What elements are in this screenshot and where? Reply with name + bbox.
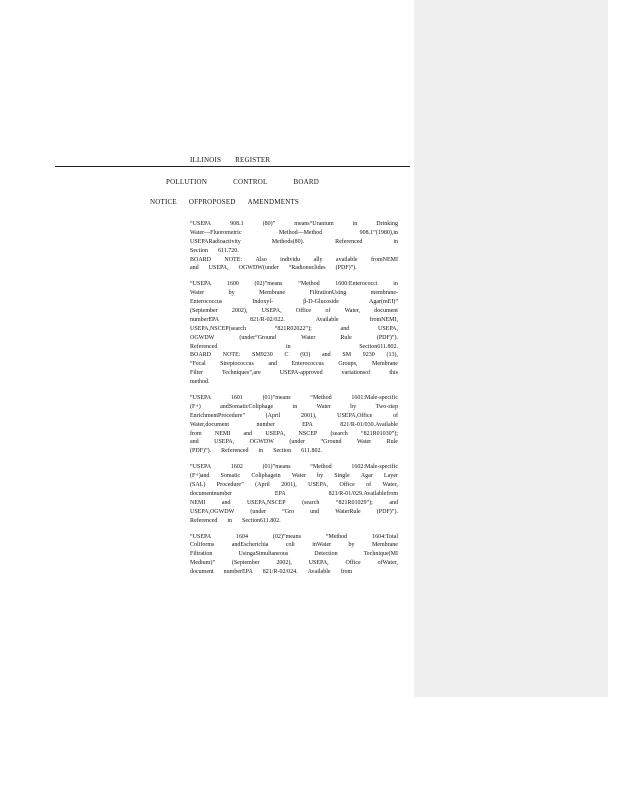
word: (under <box>250 508 267 515</box>
word: USEPA, <box>308 560 329 567</box>
text-line <box>190 550 398 559</box>
word: Single <box>334 473 350 480</box>
text-line <box>190 499 398 508</box>
word: and <box>190 265 199 272</box>
word: number <box>256 421 275 428</box>
word: 1601 <box>230 395 243 402</box>
word: USEPA, <box>261 308 282 315</box>
word: Referenced <box>190 517 218 524</box>
word: means“Uranium <box>294 221 334 227</box>
word: Available <box>307 569 331 576</box>
word: numberEPA <box>190 316 220 323</box>
word: USEPARadioactivity <box>190 238 241 245</box>
word: Indoxyl- <box>252 299 274 306</box>
word: “Gro <box>282 508 295 515</box>
definition-paragraph <box>190 533 398 577</box>
word: 821/R-01/029.Availablefrom <box>328 490 398 497</box>
text-line <box>190 568 398 577</box>
word: “USEPA <box>190 281 212 288</box>
header-rule <box>55 166 410 167</box>
word: Water,document <box>190 421 230 428</box>
word: 2001), <box>300 412 317 419</box>
word: “Method <box>310 395 332 402</box>
word: Medium)” <box>190 560 215 567</box>
word: (F+)and <box>190 473 210 480</box>
word: USEPA,NSCEP(search <box>190 325 246 332</box>
word: “Method <box>298 281 320 288</box>
word: (01)”means <box>262 395 291 402</box>
header-word: ILLINOIS <box>190 156 222 164</box>
word: USEPA,NSCEP <box>246 499 286 506</box>
word: Section611.802. <box>359 343 398 350</box>
word: “USEPA <box>190 395 212 402</box>
word: β-D-Glucoside <box>303 299 339 306</box>
text-line <box>190 238 398 247</box>
text-line <box>190 394 398 403</box>
word: membrane- <box>370 290 398 297</box>
text-line <box>190 298 398 307</box>
word: (02)”means <box>254 281 283 288</box>
word: FiltrationUsing <box>309 290 347 297</box>
word: Method—Method <box>278 229 323 236</box>
word: OGWDW <box>249 439 274 446</box>
word: ofWater, <box>377 560 398 567</box>
word: Coliphagein <box>251 473 281 480</box>
text-line <box>190 533 398 542</box>
word: SM <box>342 352 352 359</box>
word: 1601:Male-specific <box>351 395 398 402</box>
word: and <box>243 430 253 437</box>
word: Streptococcus <box>220 361 254 368</box>
word: (PDF)”). <box>376 334 398 341</box>
word: Also <box>255 256 267 263</box>
word: NEMI <box>190 499 206 506</box>
word: by <box>348 542 355 549</box>
register-header <box>190 156 270 164</box>
word: Water <box>316 403 331 410</box>
word: Two-step <box>375 403 398 410</box>
text-line <box>190 280 398 289</box>
word: (93) <box>300 352 311 359</box>
word: “Radionuclides <box>288 265 326 272</box>
text-line <box>190 447 398 456</box>
word: available <box>335 256 358 263</box>
word: 1602:Male-specific <box>351 464 398 471</box>
word: (search <box>330 430 348 437</box>
text-line <box>190 421 398 430</box>
word: “Method <box>325 533 348 540</box>
word: Drinking <box>376 221 398 227</box>
word: 2002), <box>276 560 292 567</box>
text-line <box>190 325 398 334</box>
text-line <box>190 351 398 360</box>
header-word: OFPROPOSED <box>188 198 236 206</box>
word: NSCEP <box>298 430 318 437</box>
word: (April <box>265 412 281 419</box>
word: (13), <box>386 352 398 359</box>
word: USEPA, <box>214 439 235 446</box>
word: of <box>325 308 331 315</box>
word: ally <box>313 256 323 263</box>
word: 611.802. <box>301 448 322 455</box>
word: variationsof <box>341 370 371 377</box>
word: OGWDW <box>190 334 215 341</box>
word: Water <box>356 439 372 446</box>
word: documentnumber <box>190 490 232 497</box>
word: individu <box>280 256 301 263</box>
word: and <box>221 499 231 506</box>
word: 821/R-01/030.Available <box>340 421 398 428</box>
text-line <box>190 369 398 378</box>
word: coli <box>285 542 295 549</box>
text-line <box>190 508 398 517</box>
text-line <box>190 403 398 412</box>
header-word: REGISTER <box>235 156 271 164</box>
word: und <box>310 508 320 515</box>
text-line <box>190 472 398 481</box>
word: Water <box>291 473 307 480</box>
word: (April <box>255 482 270 489</box>
word: 2002), <box>231 308 248 315</box>
word: from <box>340 569 353 576</box>
word: from <box>190 430 202 437</box>
word: 611.720. <box>218 247 239 254</box>
word: Referenced <box>190 343 218 350</box>
definition-paragraph <box>190 280 398 387</box>
word: Referenced <box>335 238 363 245</box>
text-line <box>190 289 398 298</box>
word: USEPA,OGWDW <box>190 508 235 515</box>
word: 1604:Total <box>372 533 398 540</box>
word: “Method <box>310 464 332 471</box>
word: and <box>268 361 277 368</box>
word: “USEPA <box>190 464 212 471</box>
text-line <box>190 343 398 352</box>
word: andSomaticColiphage <box>220 403 274 410</box>
header-word: CONTROL <box>233 178 268 186</box>
word: of <box>392 412 398 419</box>
word: 9230 <box>362 352 375 359</box>
word: Techniques”,are <box>222 370 261 377</box>
definition-paragraph <box>190 394 398 456</box>
word: USEPA,Office <box>337 412 373 419</box>
text-line <box>190 463 398 472</box>
word: (02)”means <box>272 533 301 540</box>
word: and <box>321 352 331 359</box>
comment-pane <box>414 0 608 697</box>
word: by <box>350 403 357 410</box>
word: “821R01029”); <box>335 499 373 506</box>
word: Water, <box>344 308 361 315</box>
word: this <box>389 370 398 377</box>
word: 908.1”(1980),in <box>359 229 398 236</box>
word: Methods(80). <box>271 238 305 245</box>
word: Office <box>345 560 361 567</box>
board-header <box>166 178 319 186</box>
word: Available <box>315 316 339 323</box>
word: fromNEMI <box>370 256 398 263</box>
word: “Ground <box>320 439 342 446</box>
word: USEPA-approved <box>279 370 323 377</box>
word: of <box>366 482 372 489</box>
word: Detection <box>314 551 338 558</box>
word: Rule <box>340 334 352 341</box>
text-line <box>190 559 398 568</box>
word: Membrane <box>371 361 398 368</box>
word: Technique(MI <box>363 551 398 558</box>
word: Water, <box>382 482 398 489</box>
word: and <box>389 499 398 506</box>
text-line <box>190 541 398 550</box>
word: Membrane <box>371 542 398 549</box>
word: Enterococcus <box>291 361 324 368</box>
text-line <box>190 438 398 447</box>
word: (PDF)”). <box>376 508 398 515</box>
word: Water <box>190 290 205 297</box>
text-line <box>190 517 398 526</box>
header-word: NOTICE <box>150 198 177 206</box>
word: in <box>352 221 358 227</box>
word: 2001), <box>281 482 297 489</box>
text-line <box>190 256 398 265</box>
word: in <box>258 448 264 455</box>
word: EnrichmentProcedure” <box>190 412 245 419</box>
word: by <box>228 290 235 297</box>
text-line <box>190 430 398 439</box>
word: Section611.802. <box>242 517 281 524</box>
word: and <box>340 325 350 332</box>
word: Membrane <box>259 290 286 297</box>
word: UsingaSimultaneous <box>238 551 289 558</box>
word: in <box>393 238 398 245</box>
word: SM9230 <box>252 352 273 359</box>
word: “USEPA <box>190 533 212 540</box>
word: 908.1 <box>230 221 244 227</box>
text-line <box>190 307 398 316</box>
word: in <box>292 403 298 410</box>
word: 1604 <box>236 533 249 540</box>
word: Referenced <box>221 448 249 455</box>
word: in <box>393 281 398 288</box>
header-word: POLLUTION <box>166 178 208 186</box>
word: Section <box>273 448 292 455</box>
word: 1600:Enterococci <box>335 281 378 288</box>
word: “821R01030”); <box>360 430 398 437</box>
word: OGWDW(under <box>238 265 279 272</box>
word: USEPA, <box>308 482 329 489</box>
word: 821/R-02/024. <box>262 569 298 576</box>
word: (80)” <box>262 221 276 227</box>
text-line <box>190 229 398 238</box>
word: USEPA, <box>378 325 398 332</box>
word: WaterRule <box>335 508 361 515</box>
word: Procedure” <box>216 482 244 489</box>
word: and <box>190 439 199 446</box>
definition-paragraph <box>190 220 398 273</box>
word: Coliforms <box>190 542 215 549</box>
word: in <box>227 517 232 524</box>
word: (SAL) <box>190 482 206 489</box>
word: (under <box>289 439 306 446</box>
word: fromNEMI, <box>369 316 398 323</box>
text-line <box>190 247 398 256</box>
word: “821R02022”); <box>274 325 312 332</box>
word: (September <box>190 308 218 315</box>
word: Groups, <box>338 361 358 368</box>
word: Office <box>339 482 355 489</box>
word: (01)”means <box>262 464 291 471</box>
word: USEPA, <box>208 265 229 272</box>
word: NEMI <box>214 430 231 437</box>
word: Section <box>190 247 208 254</box>
word: Filtration <box>190 551 213 558</box>
word: Water—Fluorometric <box>190 229 242 236</box>
text-line <box>190 481 398 490</box>
text-line <box>190 334 398 343</box>
word: Layer <box>383 473 398 480</box>
document-body <box>190 220 398 584</box>
word: (search <box>302 499 320 506</box>
word: “Fecal <box>190 361 206 368</box>
word: Office <box>295 308 312 315</box>
word: EPA <box>274 490 286 497</box>
text-line <box>190 412 398 421</box>
word: 1602 <box>230 464 243 471</box>
word: (September <box>231 560 260 567</box>
word: inWater <box>312 542 332 549</box>
notice-header <box>150 198 299 206</box>
word: method. <box>190 379 210 386</box>
word: (under“Ground <box>239 334 277 341</box>
header-word: BOARD <box>293 178 320 186</box>
word: Water <box>301 334 316 341</box>
text-line <box>190 360 398 369</box>
word: document <box>190 569 214 576</box>
word: by <box>317 473 324 480</box>
word: (F+) <box>190 403 201 410</box>
word: Enterococcus <box>190 299 223 306</box>
word: “USEPA <box>190 221 212 227</box>
text-line <box>190 316 398 325</box>
text-line <box>190 490 398 499</box>
text-line <box>190 264 398 273</box>
word: Somatic <box>220 473 241 480</box>
word: Rule <box>386 439 398 446</box>
word: in <box>285 343 291 350</box>
word: document <box>374 308 398 315</box>
word: C <box>284 352 289 359</box>
word: numberEPA <box>223 569 253 576</box>
word: (PDF)”). <box>190 448 212 455</box>
word: 821/R-02/022. <box>250 316 285 323</box>
word: USEPA, <box>265 430 286 437</box>
word: (PDF)”). <box>335 265 357 272</box>
word: BOARD <box>190 256 212 263</box>
definition-paragraph <box>190 463 398 525</box>
word: NOTE: <box>224 256 243 263</box>
word: BOARD <box>190 352 212 359</box>
word: 1600 <box>226 281 239 288</box>
word: NOTE: <box>222 352 241 359</box>
word: Agar <box>360 473 373 480</box>
word: Filter <box>190 370 203 377</box>
text-line <box>190 378 398 387</box>
text-line <box>190 220 398 229</box>
word: Agar(mEI)” <box>369 299 398 306</box>
word: andEscherichia <box>231 542 269 549</box>
header-word: AMENDMENTS <box>247 198 300 206</box>
word: EPA <box>302 421 313 428</box>
